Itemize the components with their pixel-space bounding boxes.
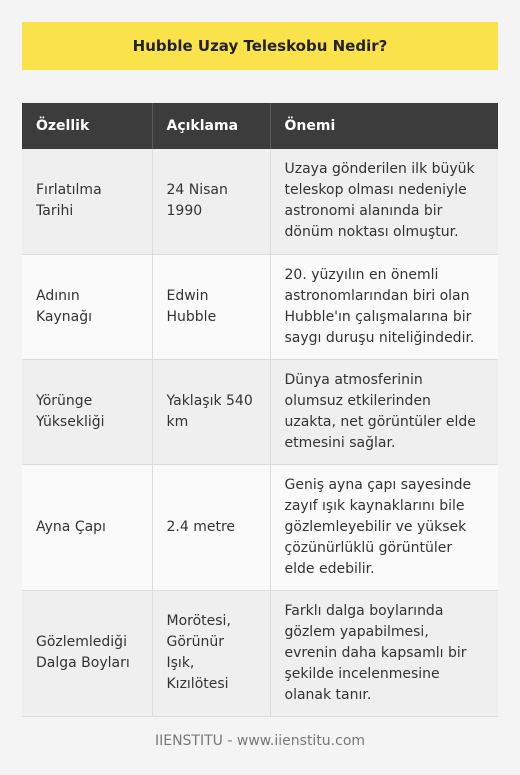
description-cell: Yaklaşık 540 km: [152, 359, 270, 464]
page-title: Hubble Uzay Teleskobu Nedir?: [22, 22, 498, 70]
table-row: [22, 359, 498, 464]
feature-cell: Fırlatılma Tarihi: [22, 149, 152, 254]
table-row: [22, 254, 498, 359]
importance-cell: Farklı dalga boylarında gözlem yapabilmesi, evrenin daha kapsamlı bir şekilde incelenmesine olanak tanır.: [270, 590, 498, 716]
description-cell: Morötesi, Görünür Işık, Kızılötesi: [152, 590, 270, 716]
column-header-description: Açıklama: [152, 103, 270, 149]
footer-credit: IIENSTITU - www.iienstitu.com: [154, 733, 366, 749]
importance-cell: Dünya atmosferinin olumsuz etkilerinden uzakta, net görüntüler elde etmesini sağlar.: [270, 359, 498, 464]
description-cell: 24 Nisan 1990: [152, 149, 270, 254]
description-cell: 2.4 metre: [152, 464, 270, 590]
table-row: [22, 149, 498, 254]
feature-cell: Gözlemlediği Dalga Boyları: [22, 590, 152, 716]
column-header-feature: Özellik: [22, 103, 152, 149]
feature-cell: Adının Kaynağı: [22, 254, 152, 359]
table-header-row: [22, 103, 498, 149]
column-header-importance: Önemi: [270, 103, 498, 149]
table-row: [22, 590, 498, 716]
feature-cell: Ayna Çapı: [22, 464, 152, 590]
importance-cell: 20. yüzyılın en önemli astronomlarından biri olan Hubble'ın çalışmalarına bir saygı duruşu niteliğindedir.: [270, 254, 498, 359]
description-cell: Edwin Hubble: [152, 254, 270, 359]
table-row: [22, 464, 498, 590]
importance-cell: Geniş ayna çapı sayesinde zayıf ışık kaynaklarını bile gözlemleyebilir ve yüksek çözünürlüklü görüntüler elde edebilir.: [270, 464, 498, 590]
feature-cell: Yörünge Yüksekliği: [22, 359, 152, 464]
importance-cell: Uzaya gönderilen ilk büyük teleskop olması nedeniyle astronomi alanında bir dönüm noktası olmuştur.: [270, 149, 498, 254]
info-table: [22, 103, 498, 717]
